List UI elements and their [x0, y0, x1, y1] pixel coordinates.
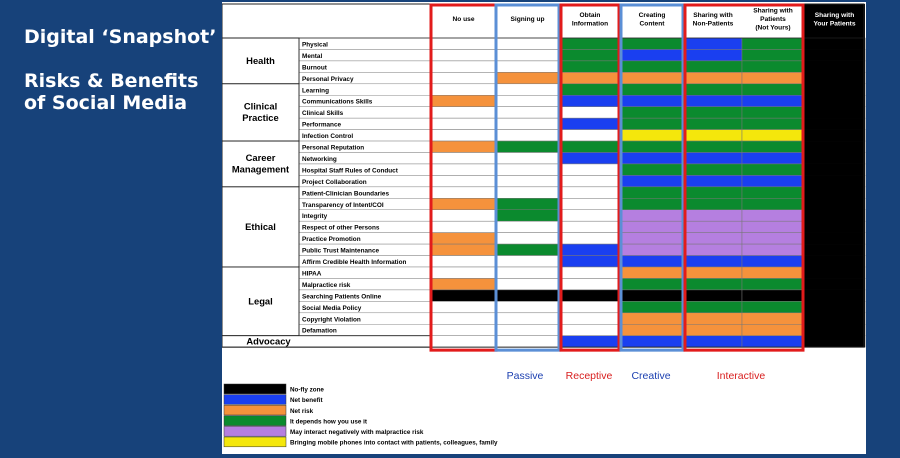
matrix-cell: [495, 324, 560, 335]
matrix-cell: [560, 256, 620, 267]
matrix-cell: [742, 278, 804, 289]
matrix-cell: [495, 175, 560, 186]
row-label: HIPAA: [302, 270, 322, 278]
matrix-cell: [620, 38, 684, 49]
matrix-cell: [432, 107, 495, 118]
matrix-cell: [620, 118, 684, 129]
slide-title-line-4: of Social Media: [24, 92, 188, 114]
legend-label: Bringing mobile phones into contact with patients, colleagues, family: [290, 439, 498, 447]
matrix-cell: [432, 256, 495, 267]
matrix-cell: [684, 210, 742, 221]
legend-swatch: [224, 384, 286, 394]
matrix-cell: [432, 61, 495, 72]
matrix-cell: [432, 336, 495, 347]
matrix-cell: [432, 141, 495, 152]
matrix-cell: [620, 84, 684, 95]
matrix-cell: [684, 301, 742, 312]
row-label: Practice Promotion: [302, 236, 361, 244]
legend-label: It depends how you use it: [290, 418, 367, 426]
group-label-1: Health: [246, 54, 275, 66]
matrix-cell: [804, 141, 865, 152]
row-label: Clinical Skills: [302, 110, 344, 118]
matrix-cell: [742, 210, 804, 221]
matrix-cell: [742, 175, 804, 186]
matrix-cell: [620, 153, 684, 164]
matrix-cell: [742, 130, 804, 141]
row-label: Performance: [302, 121, 342, 129]
matrix-cell: [742, 141, 804, 152]
matrix-cell: [620, 301, 684, 312]
matrix-cell: [620, 290, 684, 301]
matrix-cell: [560, 49, 620, 60]
matrix-cell: [432, 187, 495, 198]
matrix-cell: [742, 221, 804, 232]
matrix-cell: [742, 301, 804, 312]
row-label: Affirm Credible Health Information: [302, 259, 407, 266]
matrix-cell: [495, 198, 560, 209]
column-header-4: Creating Content: [638, 11, 666, 28]
matrix-cell: [742, 198, 804, 209]
matrix-cell: [495, 256, 560, 267]
matrix-cell: [684, 198, 742, 209]
matrix-cell: [432, 49, 495, 60]
row-label: Project Collaboration: [302, 178, 367, 186]
category-label-interactive: Interactive: [716, 370, 766, 382]
matrix-cell: [742, 118, 804, 129]
matrix-cell: [495, 187, 560, 198]
matrix-cell: [432, 84, 495, 95]
matrix-cell: [560, 244, 620, 255]
matrix-cell: [620, 175, 684, 186]
matrix-cell: [495, 336, 560, 347]
row-label: Transparency of Intent/COI: [302, 201, 384, 209]
category-label-creative: Creative: [631, 370, 671, 382]
matrix-cell: [620, 141, 684, 152]
category-label-receptive: Receptive: [565, 370, 613, 382]
row-label: Respect of other Persons: [302, 224, 380, 232]
matrix-cell: [684, 107, 742, 118]
matrix-cell: [432, 210, 495, 221]
matrix-cell: [560, 221, 620, 232]
matrix-panel: [222, 2, 866, 454]
matrix-cell: [742, 38, 804, 49]
matrix-cell: [620, 107, 684, 118]
matrix-cell: [804, 95, 865, 106]
matrix-cell: [432, 233, 495, 244]
matrix-cell: [804, 313, 865, 324]
matrix-cell: [560, 175, 620, 186]
matrix-cell: [495, 49, 560, 60]
matrix-cell: [742, 267, 804, 278]
row-label: Communications Skills: [302, 98, 373, 106]
column-header-5: Sharing with Non-Patients: [692, 11, 734, 28]
column-header-6: Sharing with Patients (Not Yours): [753, 7, 793, 32]
matrix-cell: [620, 256, 684, 267]
row-label: Patient-Clinician Boundaries: [302, 190, 389, 198]
matrix-cell: [804, 61, 865, 72]
matrix-cell: [495, 290, 560, 301]
legend-label: Net benefit: [290, 397, 323, 405]
matrix-cell: [620, 49, 684, 60]
row-label: Burnout: [302, 64, 327, 72]
matrix-cell: [620, 278, 684, 289]
matrix-cell: [804, 244, 865, 255]
matrix-cell: [804, 175, 865, 186]
matrix-cell: [495, 278, 560, 289]
matrix-cell: [684, 153, 742, 164]
matrix-cell: [684, 118, 742, 129]
matrix-cell: [742, 290, 804, 301]
matrix-cell: [742, 313, 804, 324]
matrix-cell: [742, 95, 804, 106]
matrix-cell: [495, 141, 560, 152]
matrix-cell: [432, 324, 495, 335]
column-header-7: Sharing with Your Patients: [813, 11, 856, 28]
matrix-cell: [560, 164, 620, 175]
matrix-cell: [432, 313, 495, 324]
matrix-cell: [804, 221, 865, 232]
matrix-cell: [684, 244, 742, 255]
matrix-cell: [742, 107, 804, 118]
matrix-cell: [742, 72, 804, 83]
matrix-cell: [804, 198, 865, 209]
matrix-cell: [560, 210, 620, 221]
matrix-cell: [620, 221, 684, 232]
matrix-cell: [742, 244, 804, 255]
matrix-cell: [432, 244, 495, 255]
matrix-cell: [620, 95, 684, 106]
matrix-cell: [432, 118, 495, 129]
matrix-cell: [804, 107, 865, 118]
matrix-cell: [620, 164, 684, 175]
matrix-cell: [560, 72, 620, 83]
matrix-cell: [620, 267, 684, 278]
risk-benefit-matrix: [222, 2, 866, 454]
row-label: Physical: [302, 41, 328, 49]
matrix-cell: [495, 61, 560, 72]
matrix-cell: [684, 175, 742, 186]
matrix-cell: [560, 233, 620, 244]
matrix-cell: [495, 244, 560, 255]
row-label: Mental: [302, 52, 323, 60]
row-label: Social Media Policy: [302, 304, 362, 312]
matrix-cell: [804, 290, 865, 301]
matrix-cell: [684, 130, 742, 141]
matrix-cell: [742, 187, 804, 198]
row-label: Integrity: [302, 213, 328, 221]
matrix-cell: [432, 38, 495, 49]
matrix-cell: [495, 72, 560, 83]
matrix-cell: [684, 233, 742, 244]
matrix-cell: [620, 313, 684, 324]
legend-label: Net risk: [290, 407, 314, 415]
matrix-cell: [560, 38, 620, 49]
matrix-cell: [804, 49, 865, 60]
matrix-cell: [684, 290, 742, 301]
matrix-cell: [620, 130, 684, 141]
matrix-cell: [684, 313, 742, 324]
matrix-cell: [684, 278, 742, 289]
row-label: Searching Patients Online: [302, 293, 382, 301]
matrix-cell: [432, 267, 495, 278]
matrix-cell: [684, 84, 742, 95]
legend-label: No-fly zone: [290, 386, 324, 394]
matrix-cell: [742, 61, 804, 72]
matrix-cell: [684, 221, 742, 232]
category-label-passive: Passive: [506, 370, 544, 382]
matrix-cell: [495, 164, 560, 175]
matrix-cell: [560, 324, 620, 335]
matrix-cell: [742, 49, 804, 60]
matrix-cell: [804, 164, 865, 175]
matrix-cell: [432, 278, 495, 289]
matrix-cell: [432, 290, 495, 301]
matrix-cell: [432, 95, 495, 106]
matrix-cell: [560, 187, 620, 198]
legend-swatch: [224, 395, 286, 405]
matrix-cell: [742, 256, 804, 267]
matrix-cell: [804, 278, 865, 289]
column-header-3: Obtain Information: [571, 11, 609, 28]
matrix-cell: [560, 153, 620, 164]
matrix-cell: [742, 336, 804, 347]
matrix-cell: [804, 72, 865, 83]
matrix-cell: [620, 61, 684, 72]
matrix-cell: [804, 210, 865, 221]
legend-label: May interact negatively with malpractice risk: [290, 429, 424, 436]
row-label: Hospital Staff Rules of Conduct: [302, 167, 398, 175]
matrix-cell: [495, 267, 560, 278]
matrix-cell: [804, 130, 865, 141]
matrix-cell: [684, 72, 742, 83]
matrix-cell: [495, 130, 560, 141]
matrix-cell: [432, 198, 495, 209]
matrix-cell: [560, 107, 620, 118]
matrix-cell: [432, 164, 495, 175]
matrix-cell: [620, 187, 684, 198]
legend-swatch: [224, 437, 286, 447]
matrix-cell: [804, 84, 865, 95]
matrix-cell: [560, 267, 620, 278]
matrix-cell: [495, 107, 560, 118]
matrix-cell: [432, 130, 495, 141]
group-label-2: Clinical Practice: [242, 100, 279, 124]
matrix-cell: [495, 210, 560, 221]
row-label: Defamation: [302, 327, 337, 335]
matrix-cell: [495, 301, 560, 312]
matrix-cell: [560, 313, 620, 324]
matrix-cell: [742, 153, 804, 164]
legend-swatch: [224, 426, 286, 436]
matrix-cell: [560, 95, 620, 106]
matrix-cell: [432, 221, 495, 232]
matrix-cell: [684, 38, 742, 49]
matrix-cell: [684, 61, 742, 72]
matrix-cell: [804, 256, 865, 267]
matrix-cell: [684, 256, 742, 267]
matrix-cell: [620, 210, 684, 221]
matrix-cell: [560, 118, 620, 129]
matrix-cell: [684, 95, 742, 106]
matrix-cell: [560, 336, 620, 347]
slide-title: [24, 26, 216, 114]
column-header-1: No use: [452, 16, 475, 23]
column-header-2: Signing up: [510, 16, 545, 23]
row-label: Public Trust Maintenance: [302, 247, 380, 255]
matrix-cell: [804, 336, 865, 347]
matrix-cell: [684, 324, 742, 335]
matrix-cell: [684, 336, 742, 347]
matrix-cell: [804, 301, 865, 312]
matrix-cell: [560, 84, 620, 95]
matrix-cell: [495, 221, 560, 232]
group-label-6: Advocacy: [246, 335, 291, 347]
matrix-cell: [560, 61, 620, 72]
matrix-cell: [620, 336, 684, 347]
matrix-cell: [495, 313, 560, 324]
matrix-cell: [620, 244, 684, 255]
matrix-cell: [742, 84, 804, 95]
matrix-cell: [684, 164, 742, 175]
matrix-cell: [495, 95, 560, 106]
slide-title-spacer: [24, 48, 216, 70]
slide-title-line-3: Risks & Benefits: [24, 70, 199, 92]
matrix-cell: [804, 153, 865, 164]
row-label: Malpractice risk: [302, 281, 351, 289]
row-label: Copyright Violation: [302, 316, 361, 324]
matrix-cell: [560, 141, 620, 152]
matrix-cell: [742, 233, 804, 244]
matrix-cell: [432, 175, 495, 186]
group-label-3: Career Management: [231, 152, 290, 175]
group-label-4: Ethical: [245, 220, 276, 232]
matrix-cell: [495, 153, 560, 164]
matrix-cell: [560, 278, 620, 289]
matrix-cell: [560, 290, 620, 301]
matrix-cell: [804, 267, 865, 278]
matrix-cell: [560, 130, 620, 141]
matrix-cell: [684, 187, 742, 198]
row-label: Networking: [302, 155, 337, 163]
matrix-cell: [560, 301, 620, 312]
matrix-cell: [804, 324, 865, 335]
row-label: Infection Control: [302, 133, 354, 141]
matrix-cell: [620, 198, 684, 209]
matrix-cell: [432, 153, 495, 164]
matrix-cell: [684, 267, 742, 278]
row-label: Learning: [302, 87, 329, 95]
matrix-cell: [742, 164, 804, 175]
slide-title-line-1: Digital ‘Snapshot’: [24, 26, 217, 48]
matrix-cell: [804, 38, 865, 49]
matrix-cell: [432, 72, 495, 83]
matrix-cell: [495, 118, 560, 129]
matrix-cell: [804, 187, 865, 198]
matrix-cell: [560, 198, 620, 209]
matrix-cell: [804, 233, 865, 244]
matrix-cell: [804, 118, 865, 129]
matrix-cell: [620, 72, 684, 83]
matrix-cell: [684, 141, 742, 152]
row-label: Personal Reputation: [302, 144, 365, 152]
matrix-cell: [684, 49, 742, 60]
matrix-cell: [495, 84, 560, 95]
matrix-cell: [742, 324, 804, 335]
matrix-cell: [432, 301, 495, 312]
group-label-5: Legal: [248, 295, 273, 307]
matrix-cell: [495, 38, 560, 49]
matrix-cell: [495, 233, 560, 244]
legend-swatch: [224, 416, 286, 426]
legend-swatch: [224, 405, 286, 415]
row-label: Personal Privacy: [302, 75, 354, 83]
matrix-cell: [620, 324, 684, 335]
matrix-cell: [620, 233, 684, 244]
